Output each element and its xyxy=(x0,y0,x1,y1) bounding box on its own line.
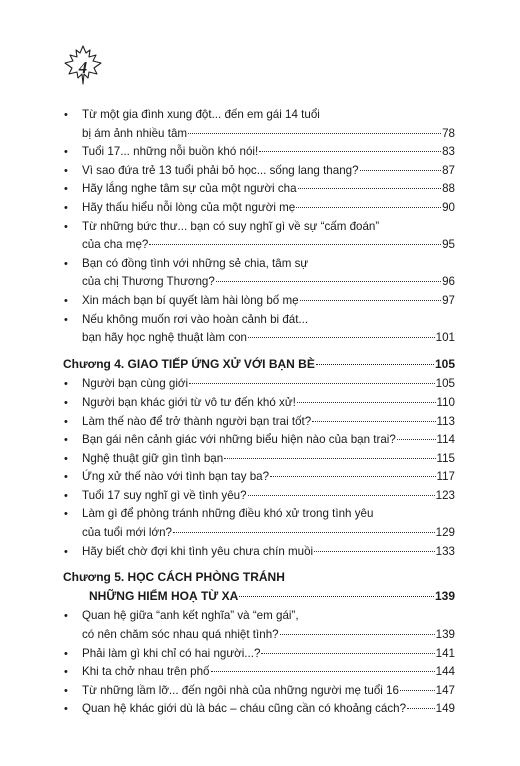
entry-last-line xyxy=(82,524,455,543)
toc-entry xyxy=(63,700,455,719)
toc-entry xyxy=(63,450,455,469)
entry-page-number: 147 xyxy=(435,683,455,697)
bullet-icon: • xyxy=(64,508,68,521)
bullet-icon: • xyxy=(64,666,68,679)
entry-text: Tuổi 17 suy nghĩ gì về tình yêu? xyxy=(82,488,247,502)
toc-entry xyxy=(63,431,455,450)
bullet-icon: • xyxy=(64,684,68,697)
entry-last-line xyxy=(82,292,455,311)
entry-page-number: 96 xyxy=(442,275,455,289)
entry-page-number: 117 xyxy=(436,470,455,484)
dot-leader xyxy=(270,476,435,477)
entry-last-line xyxy=(82,682,455,701)
bullet-icon: • xyxy=(64,452,68,465)
bullet-icon: • xyxy=(64,109,68,121)
bullet-icon: • xyxy=(64,164,68,177)
bullet-icon: • xyxy=(64,489,68,502)
toc-entry xyxy=(63,143,455,162)
entry-last-line xyxy=(82,375,455,394)
bullet-icon: • xyxy=(64,313,68,326)
bullet-icon: • xyxy=(64,201,68,214)
dot-leader xyxy=(239,596,434,597)
entry-last-line xyxy=(82,273,455,292)
toc-entry xyxy=(63,413,455,432)
entry-page-number: 149 xyxy=(435,702,455,716)
dot-leader xyxy=(189,383,435,384)
dot-leader xyxy=(298,188,442,189)
entry-page-number: 101 xyxy=(435,331,455,345)
entry-page-number: 83 xyxy=(442,145,455,159)
entry-last-line xyxy=(82,450,455,469)
dot-leader xyxy=(400,690,435,691)
toc-entry xyxy=(63,682,455,701)
entry-text: NHỮNG HIỂM HOẠ TỪ XA xyxy=(89,588,239,603)
entry-text: Quan hệ khác giới dù là bác – cháu cũng cần có khoảng cách? xyxy=(82,702,407,716)
toc-entry xyxy=(63,663,455,682)
entry-last-line xyxy=(82,700,455,719)
entry-page-number: 97 xyxy=(442,293,455,307)
entry-text: Xin mách bạn bí quyết làm hài lòng bố mẹ xyxy=(82,293,299,307)
bullet-icon: • xyxy=(64,294,68,307)
dot-leader xyxy=(216,281,441,282)
bullet-icon: • xyxy=(64,183,68,196)
entry-page-number: 144 xyxy=(435,665,455,679)
toc-entry xyxy=(63,375,455,394)
entry-page-number: 139 xyxy=(434,588,455,603)
entry-last-line xyxy=(82,431,455,450)
toc-entry xyxy=(63,468,455,487)
entry-text-line: Từ những bức thư... bạn có suy nghĩ gì về sự “cấm đoán” xyxy=(82,219,380,233)
entry-last-line xyxy=(82,394,455,413)
entry-text-line: Chương 5. HỌC CÁCH PHÒNG TRÁNH xyxy=(63,570,285,585)
entry-text: Nghệ thuật giữ gìn tình bạn xyxy=(82,451,224,465)
entry-text: của tuổi mới lớn? xyxy=(82,526,172,540)
entry-page-number: 141 xyxy=(435,646,455,660)
bullet-icon: • xyxy=(64,434,68,447)
toc-entry xyxy=(63,162,455,181)
dot-leader xyxy=(149,244,441,245)
toc-entry xyxy=(63,106,455,143)
toc-entry xyxy=(63,311,455,348)
entry-last-line xyxy=(63,355,455,374)
dot-leader xyxy=(248,495,435,496)
entry-last-line xyxy=(63,587,455,606)
toc-entry xyxy=(63,218,455,255)
bullet-icon: • xyxy=(64,378,68,391)
entry-text-line: Nếu không muốn rơi vào hoàn cảnh bi đát... xyxy=(82,312,309,326)
entry-text: bị ám ảnh nhiều tâm xyxy=(82,126,188,140)
entry-last-line xyxy=(82,143,455,162)
entry-last-line xyxy=(82,329,455,348)
entry-text: Ứng xử thế nào với tình bạn tay ba? xyxy=(82,470,270,484)
entry-text: Người bạn cùng giới xyxy=(82,377,189,391)
toc-entry xyxy=(63,487,455,506)
toc-entry xyxy=(63,292,455,311)
dot-leader xyxy=(280,634,435,635)
bullet-icon: • xyxy=(64,471,68,484)
entry-text: Từ những lầm lỡ... đến ngôi nhà của những người mẹ tuổi 16 xyxy=(82,683,399,697)
toc-entry xyxy=(63,180,455,199)
entry-last-line xyxy=(82,626,455,645)
dot-leader xyxy=(224,458,435,459)
page-number-ornament xyxy=(62,44,104,86)
dot-leader xyxy=(300,300,442,301)
entry-last-line xyxy=(82,236,455,255)
entry-page-number: 139 xyxy=(435,628,455,642)
entry-text: Hãy thấu hiểu nỗi lòng của một người mẹ xyxy=(82,200,296,214)
entry-text: của cha mẹ? xyxy=(82,238,149,252)
bullet-icon: • xyxy=(64,647,68,660)
entry-text: Phải làm gì khi chỉ có hai người...? xyxy=(82,646,261,660)
dot-leader xyxy=(316,364,434,365)
dot-leader xyxy=(211,671,435,672)
entry-text: Hãy lắng nghe tâm sự của một người cha xyxy=(82,182,297,196)
dot-leader xyxy=(312,421,435,422)
entry-page-number: 113 xyxy=(436,414,455,428)
entry-page-number: 114 xyxy=(436,433,455,447)
page-number: 4 xyxy=(78,58,88,77)
bullet-icon: • xyxy=(64,220,68,233)
entry-text: Hãy biết chờ đợi khi tình yêu chưa chín muồi xyxy=(82,544,314,558)
entry-page-number: 110 xyxy=(436,395,455,409)
entry-page-number: 105 xyxy=(434,356,455,371)
entry-page-number: 88 xyxy=(442,182,455,196)
toc-entry xyxy=(63,543,455,562)
entry-page-number: 105 xyxy=(435,377,455,391)
bullet-icon: • xyxy=(64,257,68,270)
entry-page-number: 133 xyxy=(435,544,455,558)
entry-last-line xyxy=(82,180,455,199)
entry-text: Người bạn khác giới từ vô tư đến khó xử! xyxy=(82,395,296,409)
dot-leader xyxy=(259,151,441,152)
toc-entry xyxy=(63,255,455,292)
dot-leader xyxy=(261,653,434,654)
entry-text: Vì sao đứa trẻ 13 tuổi phải bỏ học... sống lang thang? xyxy=(82,163,359,177)
bullet-icon: • xyxy=(64,545,68,558)
dot-leader xyxy=(360,170,442,171)
entry-page-number: 115 xyxy=(436,451,455,465)
entry-page-number: 78 xyxy=(442,126,455,140)
dot-leader xyxy=(296,207,441,208)
bullet-icon: • xyxy=(64,396,68,409)
entry-text: Tuổi 17... những nỗi buồn khó nói! xyxy=(82,145,259,159)
entry-last-line xyxy=(82,162,455,181)
toc-entry xyxy=(63,645,455,664)
bullet-icon: • xyxy=(64,146,68,159)
dot-leader xyxy=(407,708,435,709)
entry-last-line xyxy=(82,199,455,218)
entry-last-line xyxy=(82,663,455,682)
entry-text: bạn hãy học nghệ thuật làm con xyxy=(82,331,248,345)
entry-page-number: 95 xyxy=(442,238,455,252)
dot-leader xyxy=(397,439,436,440)
bullet-icon: • xyxy=(64,703,68,716)
entry-last-line xyxy=(82,645,455,664)
entry-last-line xyxy=(82,413,455,432)
entry-text: Khi ta chở nhau trên phố xyxy=(82,665,210,679)
entry-last-line xyxy=(82,125,455,144)
chapter-heading xyxy=(63,355,455,374)
entry-text: của chị Thương Thương? xyxy=(82,275,215,289)
toc-entry xyxy=(63,394,455,413)
entry-page-number: 129 xyxy=(435,526,455,540)
toc-entry xyxy=(63,505,455,542)
entry-text-line: Từ một gia đình xung đột... đến em gái 14 tuổi xyxy=(82,108,320,121)
entry-page-number: 123 xyxy=(435,488,455,502)
entry-text-line: Làm gì để phòng tránh những điều khó xử trong tình yêu xyxy=(82,507,374,521)
dot-leader xyxy=(173,532,435,533)
entry-text: Làm thế nào để trở thành người bạn trai tốt? xyxy=(82,414,312,428)
dot-leader xyxy=(248,337,435,338)
entry-last-line xyxy=(82,468,455,487)
dot-leader xyxy=(188,133,441,134)
entry-last-line xyxy=(82,543,455,562)
entry-page-number: 90 xyxy=(442,200,455,214)
entry-last-line xyxy=(82,487,455,506)
entry-text: Bạn gái nên cảnh giác với những biểu hiện nào của bạn trai? xyxy=(82,433,396,447)
entry-text: có nên chăm sóc nhau quá nhiệt tình? xyxy=(82,628,279,642)
table-of-contents xyxy=(63,106,455,719)
dot-leader xyxy=(297,402,436,403)
bullet-icon: • xyxy=(64,610,68,623)
toc-entry xyxy=(63,607,455,644)
bullet-icon: • xyxy=(64,415,68,428)
dot-leader xyxy=(314,551,435,552)
entry-text-line: Quan hệ giữa “anh kết nghĩa” và “em gái”, xyxy=(82,609,299,623)
toc-entry xyxy=(63,199,455,218)
entry-text: Chương 4. GIAO TIẾP ỨNG XỬ VỚI BẠN BÈ xyxy=(63,356,315,371)
entry-page-number: 87 xyxy=(442,163,455,177)
chapter-heading xyxy=(63,568,455,605)
entry-text-line: Bạn có đồng tình với những sẻ chia, tâm sự xyxy=(82,256,309,270)
